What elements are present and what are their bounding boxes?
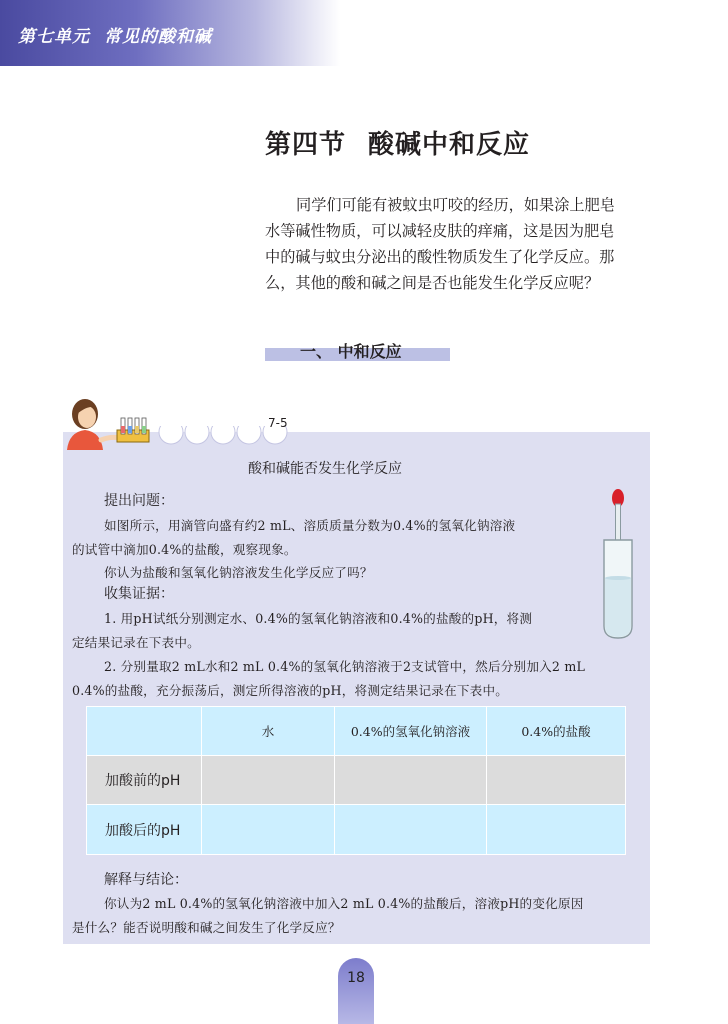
subheading: 一、 中和反应 [300,342,402,361]
question-line: 你认为盐酸和氢氧化钠溶液发生化学反应了吗？ [104,565,373,580]
table-cell [487,756,626,805]
intro-paragraph [265,192,655,296]
question-line: 的试管中滴加0.4%的盐酸，观察现象。 [72,542,297,557]
unit-title: 常见的酸和碱 [104,27,212,47]
table-header-cell [87,707,202,756]
table-row [87,805,626,855]
page-number: 18 [347,970,365,986]
intro-line: 水等碱性物质，可以减轻皮肤的痒痛，这是因为肥皂 [265,222,615,240]
section-name: 酸碱中和反应 [368,130,531,160]
question-label: 提出问题： [104,493,174,509]
intro-line: 中的碱与蚊虫分泌出的酸性物质发生了化学反应。那 [265,248,615,266]
conclusion-label: 解释与结论： [104,872,188,888]
evidence-label: 收集证据： [104,586,174,602]
activity-title: 酸和碱能否发生化学反应 [248,461,402,477]
table-row-label: 加酸前的pH [87,756,202,805]
conclusion-line: 是什么？能否说明酸和碱之间发生了化学反应？ [72,920,341,935]
section-title [265,124,530,161]
table-header-cell: 0.4%的氢氧化钠溶液 [335,707,487,756]
step2-line: 0.4%的盐酸，充分振荡后，测定所得溶液的pH，将测定结果记录在下表中。 [72,683,509,698]
question-line: 如图所示，用滴管向盛有约2 mL、溶质质量分数为0.4%的氢氧化钠溶液 [104,518,516,533]
intro-line: 同学们可能有被蚊虫叮咬的经历，如果涂上肥皂 [296,196,615,214]
table-header-row [87,707,626,756]
table-cell [202,805,335,855]
activity-number: 7-5 [268,416,288,430]
table-cell [335,805,487,855]
table-header-cell: 0.4%的盐酸 [487,707,626,756]
section-number: 第四节 [265,130,347,160]
page-number-tab [338,958,374,1024]
student-illustration-icon [63,390,157,450]
intro-line: 么，其他的酸和碱之间是否也能发生化学反应呢？ [265,274,600,292]
unit-label: 第七单元 [18,27,90,47]
table-header-cell: 水 [202,707,335,756]
step1-line: 定结果记录在下表中。 [72,635,200,650]
table-row-label: 加酸后的pH [87,805,202,855]
table-row [87,756,626,805]
test-tube-dropper-icon [598,486,638,641]
step2-line: 2. 分别量取2 mL水和2 mL 0.4%的氢氧化钠溶液于2支试管中，然后分别加入2 mL [104,659,586,674]
conclusion-line: 你认为2 mL 0.4%的氢氧化钠溶液中加入2 mL 0.4%的盐酸后，溶液pH的变化原因 [104,896,584,911]
unit-header [18,22,212,47]
table-cell [202,756,335,805]
table-cell-diagonal [487,805,626,855]
ph-results-table [86,706,626,855]
table-cell [335,756,487,805]
step1-line: 1. 用pH试纸分别测定水、0.4%的氢氧化钠溶液和0.4%的盐酸的pH，将测 [104,611,533,626]
